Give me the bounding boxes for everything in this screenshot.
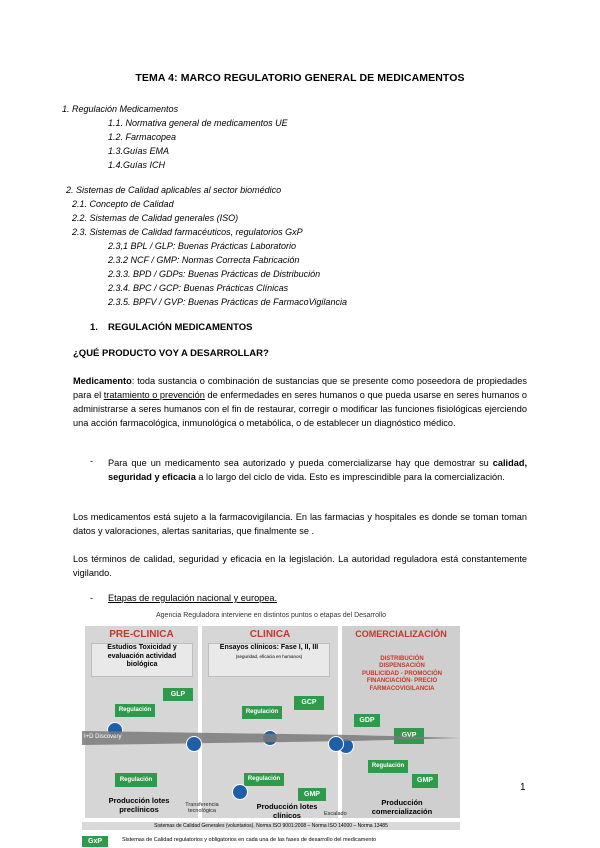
toc-item: 2.1. Concepto de Calidad [72,199,174,209]
bullet-dash: - [90,456,94,466]
etapas-link-text: Etapas de regulación nacional y europea. [108,593,278,603]
gxp-badge: GxP [82,836,108,847]
regulation-badge: Regulación [115,704,155,717]
figure-caption: Agencia Reguladora interviene en distintos puntos o etapas del Desarrollo [156,612,386,619]
column-heading: PRE-CLINICA [109,629,174,640]
toc-section-2 [66,183,347,309]
regulation-stages-figure [82,610,460,848]
toc-item: 2.2. Sistemas de Calidad generales (ISO) [72,213,239,223]
activity-item: DISTRIBUCIÓN [380,656,424,662]
bullet-paragraph [108,456,527,484]
gdp-badge: GDP [354,714,380,727]
toc-item: 2.3. Sistemas de Calidad farmacéuticos, regulatorios GxP [72,227,303,237]
commercial-activities [352,656,452,693]
regulation-stamp-icon [186,736,202,752]
preclinica-column [85,626,198,818]
paragraph-text: : toda sustancia o combinación de sustancias que se presente como poseedora de propiedades para el [73,376,527,400]
gmp-badge: GMP [298,788,326,801]
regulation-badge: Regulación [242,706,282,719]
clinica-column [185,626,338,820]
paragraph-text: de enfermedades en seres humanos o que pueda usarse en seres humanos o administrarse a seres humanos con el fin de restaurar, corregir o modificar las funciones fisiológicas ejerciendo una acción farmacológica, inmunológica o metabólica, o de establecer un diagnóstico médico. [73,390,527,428]
toc-item: 1.2. Farmacopea [108,132,177,142]
development-arrow [82,727,460,749]
toc-item: 1.3.Guías EMA [108,146,170,156]
bold-text: calidad, seguridad y eficacia [108,458,527,482]
activity-item: FARMACOVIGILANCIA [369,685,435,692]
paragraph-text: Para que un medicamento sea autorizado y pueda comercializarse hay que demostrar su [108,458,493,468]
gcp-badge: GCP [294,696,324,710]
comercializacion-column [324,626,460,818]
paragraph: Los medicamentos está sujeto a la farmacovigilancia. En las farmacias y hospitales es donde se toman toman datos y valoraciones, alertas sanitarias, que finalmente se . [73,512,527,536]
definition-paragraph [73,374,527,430]
stage-box-subtitle: (seguridad, eficacia en humanos) [235,653,303,659]
section-heading [90,322,252,333]
regulation-stamp-icon [232,784,248,800]
bullet-dash: - [90,593,94,603]
production-label: Producción lotes clínicos [256,802,318,820]
toc-subitem: 2.3.2 NCF / GMP: Normas Correcta Fabricación [108,255,300,265]
column-heading: CLINICA [249,629,291,640]
toc-item: 1.4.Guías ICH [108,160,166,170]
gvp-badge: GVP [394,728,424,744]
quality-systems-bar: Sistemas de Calidad Generales (voluntarios). Norma ISO 9001:2008 – Norma ISO 14000 – Norma 13485 [82,822,460,830]
toc-subitem: 2.3.3. BPD / GDPs: Buenas Prácticas de Distribución [108,269,321,279]
production-label: Producción lotes preclínicos [108,796,170,814]
activity-item: DISPENSACIÓN [379,663,425,670]
regulation-badge: Regulación [115,773,157,787]
gmp-badge: GMP [412,774,438,788]
stage-box [208,643,330,677]
underlined-text: tratamiento o prevención [103,390,205,400]
column-heading: COMERCIALIZACIÓN [355,629,447,639]
gxp-description: Sistemas de Calidad regulatorios y obligatorios en cada una de las fases de desarrollo del medicamento [122,837,377,843]
question-heading: ¿QUÉ PRODUCTO VOY A DESARROLLAR? [73,348,269,359]
toc-item: 1.1. Normativa general de medicamentos UE [108,118,288,128]
regulation-badge: Regulación [368,760,408,773]
page-title: TEMA 4: MARCO REGULATORIO GENERAL DE MEDICAMENTOS [135,72,465,84]
activity-item: FINANCIACIÓN- PRECIO [366,678,438,685]
arrow-shape [82,731,460,745]
toc-heading-1: 1. Regulación Medicamentos [62,104,179,114]
paragraph-text: a lo largo del ciclo de vida. Esto es imprescindible para la comercialización. [195,472,505,482]
toc-section-1 [62,102,288,172]
stage-box: Estudios Toxicidad y evaluación actividad biológica [91,643,193,677]
glp-badge: GLP [163,688,193,701]
regulation-badge: Regulación [244,773,284,786]
page-number: 1 [520,782,526,793]
rd-label: I+D Discovery [84,734,122,740]
activity-item: PUBLICIDAD - PROMOCIÓN [362,670,442,677]
term-bold: Medicamento [73,376,132,386]
toc-subitem: 2.3,1 BPL / GLP: Buenas Prácticas Laboratorio [108,241,296,251]
toc-heading-2: 2. Sistemas de Calidad aplicables al sector biomédico [66,185,282,195]
production-label: Producción comercialización [371,798,433,816]
transfer-label: Transferencia tecnológica [185,802,219,814]
paragraph: Los términos de calidad, seguridad y eficacia en la legislación. La autoridad reguladora está constantemente vigilando. [73,554,527,578]
section-label: REGULACIÓN MEDICAMENTOS [108,322,253,333]
section-number: 1. [90,322,98,333]
stage-box-title: Ensayos clínicos: Fase I, II, III [219,644,319,651]
toc-subitem: 2.3.5. BPFV / GVP: Buenas Prácticas de FarmacoVigilancia [108,297,347,307]
escalado-label: Escalado [324,811,347,817]
regulation-stamp-icon [328,736,344,752]
toc-subitem: 2.3.4. BPC / GCP: Buenas Prácticas Clínicas [108,283,289,293]
